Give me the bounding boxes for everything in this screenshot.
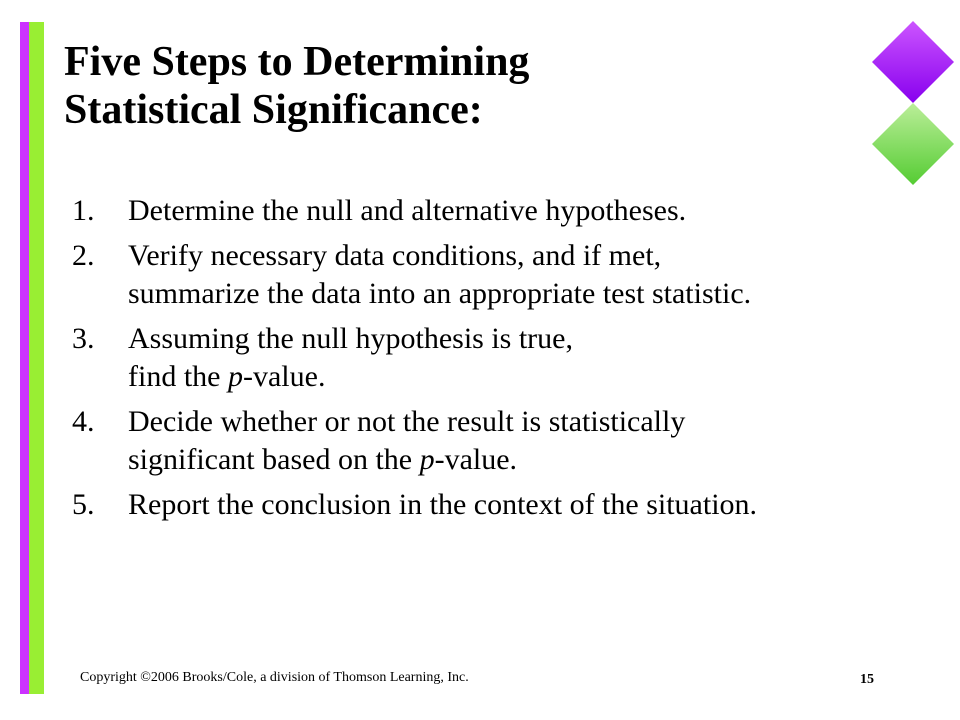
step-number: 1. — [72, 194, 95, 227]
step-item — [72, 403, 932, 479]
step-text-line — [128, 320, 932, 358]
step-text: Report the conclusion in the context of the situation. — [128, 488, 758, 521]
step-text: Verify necessary data conditions, and if met, — [128, 239, 662, 272]
step-number: 4. — [72, 405, 95, 438]
copyright-notice: Copyright ©2006 Brooks/Cole, a division of Thomson Learning, Inc. — [80, 670, 469, 685]
step-text: Decide whether or not the result is statistically — [128, 405, 686, 438]
step-text-line — [128, 486, 932, 524]
step-text: -value. — [434, 443, 518, 476]
title-line-1: Five Steps to Determining — [64, 39, 530, 85]
step-text-line — [128, 358, 932, 396]
step-item — [72, 192, 932, 230]
step-text: -value. — [242, 360, 326, 393]
step-number: 2. — [72, 239, 95, 272]
page-number: 15 — [860, 672, 874, 687]
slide-title — [64, 38, 529, 134]
green-diamond-icon — [872, 103, 954, 185]
step-number: 5. — [72, 488, 95, 521]
step-text: Assuming the null hypothesis is true, — [128, 322, 573, 355]
step-text: significant based on the — [128, 443, 420, 476]
step-item — [72, 320, 932, 396]
step-text-line — [128, 237, 932, 275]
steps-list — [72, 192, 932, 531]
step-text-line — [128, 441, 932, 479]
step-text: find the — [128, 360, 228, 393]
step-number: 3. — [72, 322, 95, 355]
title-line-2: Statistical Significance: — [64, 87, 483, 133]
step-text-line — [128, 275, 932, 313]
left-accent-bar-green — [29, 22, 44, 694]
purple-diamond-icon — [872, 21, 954, 103]
step-text: Determine the null and alternative hypotheses. — [128, 194, 687, 227]
p-variable: p — [227, 360, 243, 393]
p-variable: p — [419, 443, 435, 476]
step-text-line — [128, 192, 932, 230]
step-item — [72, 237, 932, 313]
step-text-line — [128, 403, 932, 441]
step-item — [72, 486, 932, 524]
step-text: summarize the data into an appropriate test statistic. — [128, 277, 752, 310]
